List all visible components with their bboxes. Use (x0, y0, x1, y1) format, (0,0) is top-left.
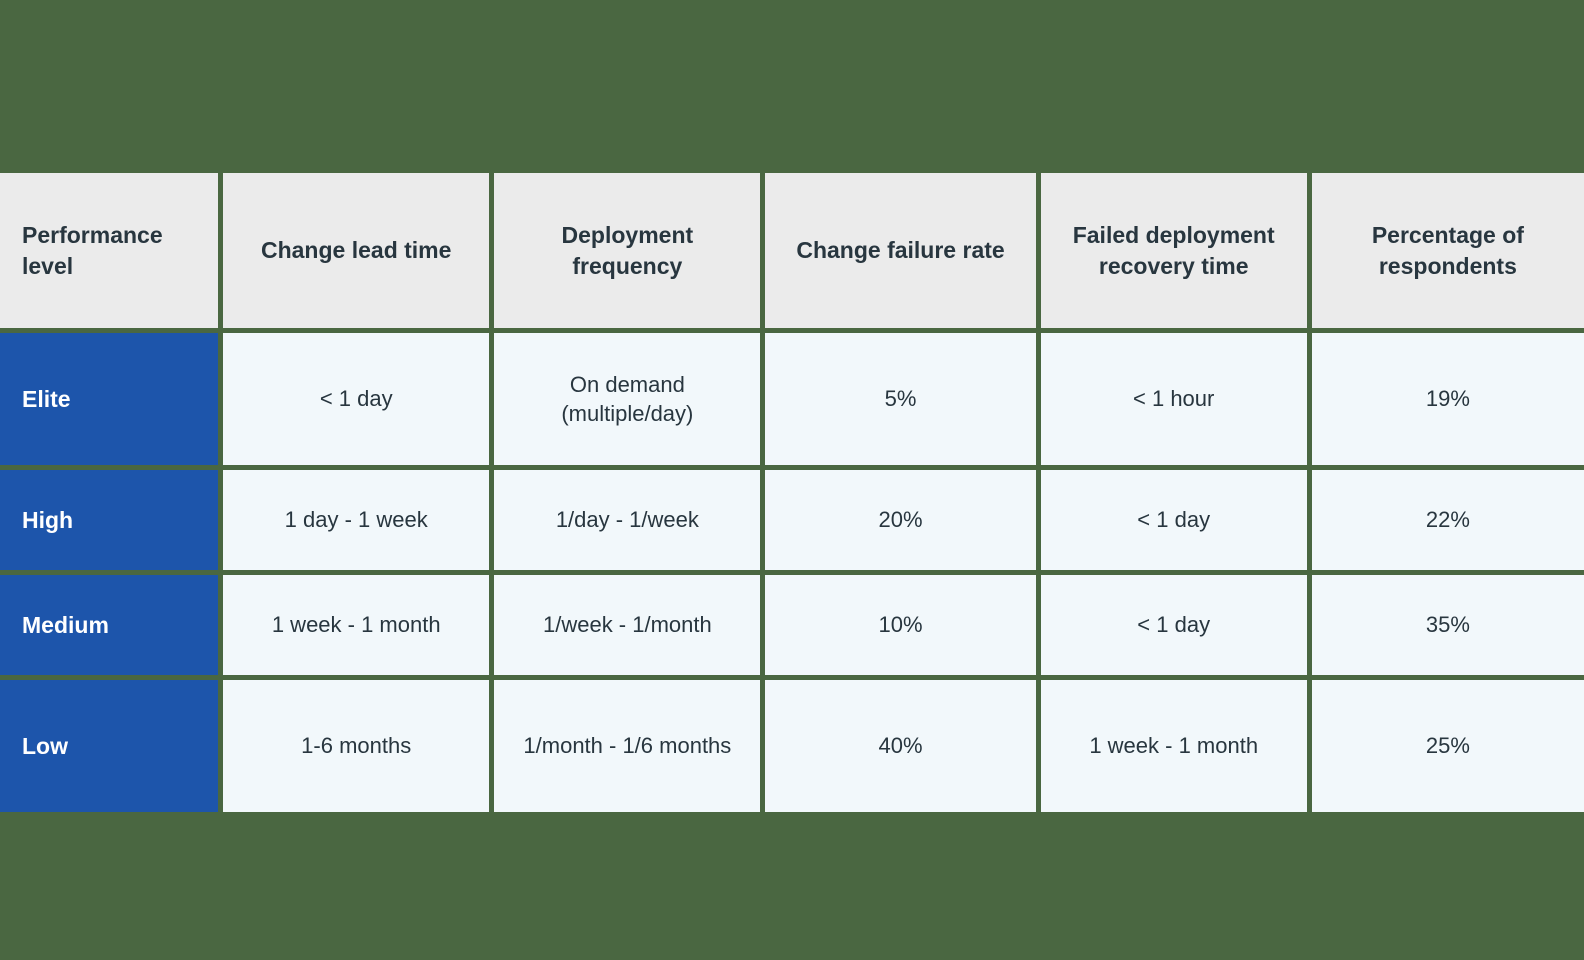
column-header-change-failure-rate: Change failure rate (765, 173, 1035, 328)
cell-low-change-failure-rate: 40% (765, 680, 1035, 812)
cell-low-failed-deployment-recovery-time: 1 week - 1 month (1041, 680, 1307, 812)
cell-elite-failed-deployment-recovery-time: < 1 hour (1041, 333, 1307, 465)
cell-high-deployment-frequency: 1/day - 1/week (494, 470, 760, 570)
dora-metrics-table (0, 168, 1584, 817)
cell-medium-change-failure-rate: 10% (765, 575, 1035, 675)
column-header-failed-deployment-recovery-time: Failed deployment recovery time (1041, 173, 1307, 328)
row-label-medium: Medium (0, 575, 218, 675)
cell-elite-percentage-of-respondents: 19% (1312, 333, 1584, 465)
column-header-percentage-of-respondents: Percentage of respondents (1312, 173, 1584, 328)
cell-high-change-failure-rate: 20% (765, 470, 1035, 570)
cell-elite-change-lead-time: < 1 day (223, 333, 489, 465)
column-header-performance-level: Performance level (0, 173, 218, 328)
table-row (0, 470, 1584, 570)
cell-high-percentage-of-respondents: 22% (1312, 470, 1584, 570)
row-label-high: High (0, 470, 218, 570)
cell-low-deployment-frequency: 1/month - 1/6 months (494, 680, 760, 812)
table-header-row (0, 173, 1584, 328)
cell-high-change-lead-time: 1 day - 1 week (223, 470, 489, 570)
column-header-deployment-frequency: Deployment frequency (494, 173, 760, 328)
table-row (0, 575, 1584, 675)
cell-medium-change-lead-time: 1 week - 1 month (223, 575, 489, 675)
dora-metrics-table-container (0, 168, 1584, 817)
cell-medium-failed-deployment-recovery-time: < 1 day (1041, 575, 1307, 675)
cell-low-percentage-of-respondents: 25% (1312, 680, 1584, 812)
table-body (0, 333, 1584, 812)
cell-elite-change-failure-rate: 5% (765, 333, 1035, 465)
row-label-elite: Elite (0, 333, 218, 465)
cell-elite-deployment-frequency: On demand (multiple/day) (494, 333, 760, 465)
cell-medium-deployment-frequency: 1/week - 1/month (494, 575, 760, 675)
table-row (0, 680, 1584, 812)
table-header (0, 173, 1584, 328)
table-row (0, 333, 1584, 465)
cell-low-change-lead-time: 1-6 months (223, 680, 489, 812)
cell-medium-percentage-of-respondents: 35% (1312, 575, 1584, 675)
row-label-low: Low (0, 680, 218, 812)
cell-high-failed-deployment-recovery-time: < 1 day (1041, 470, 1307, 570)
column-header-change-lead-time: Change lead time (223, 173, 489, 328)
